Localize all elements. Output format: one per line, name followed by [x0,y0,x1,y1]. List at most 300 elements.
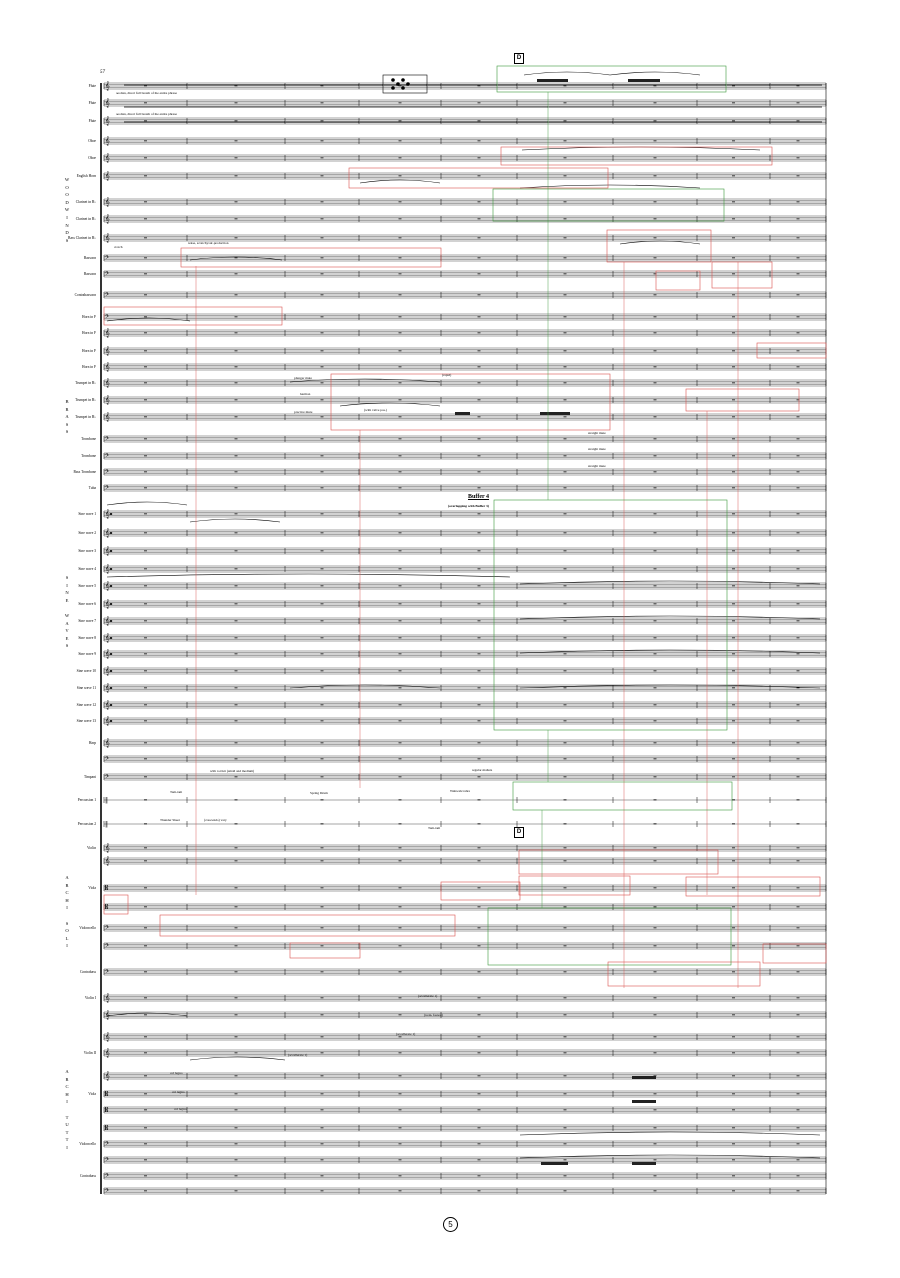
whole-rest [797,471,800,472]
whole-rest [564,399,567,400]
whole-rest [732,1190,735,1191]
clef: 𝄞 [105,346,110,356]
whole-rest [654,455,657,456]
whole-rest [478,273,481,274]
whole-rest [235,971,238,972]
instrument-label: Sine wave 4 [78,567,96,571]
instrument-label: Flute [88,119,96,123]
whole-rest [321,620,324,621]
whole-rest [478,585,481,586]
staff [104,797,826,804]
whole-rest [399,416,402,417]
whole-rest [654,382,657,383]
whole-rest [654,550,657,551]
instrument-label: Violin [87,846,96,850]
clef: 𝄢 [105,1157,109,1165]
whole-rest [399,687,402,688]
tie [620,241,700,244]
whole-rest [564,603,567,604]
whole-rest [654,720,657,721]
whole-rest [399,140,402,141]
whole-rest [564,382,567,383]
whole-rest [399,1036,402,1037]
whole-rest [732,487,735,488]
whole-rest [797,257,800,258]
instrument-label: Violin II [83,1051,96,1055]
whole-rest [654,350,657,351]
whole-rest [732,1109,735,1110]
whole-rest [144,860,147,861]
whole-rest [797,350,800,351]
whole-rest [399,1190,402,1191]
performance-annotation: col legno [174,1107,187,1111]
whole-rest [144,945,147,946]
whole-rest [732,273,735,274]
whole-rest [235,1052,238,1053]
performance-annotation: aeolian, direct full breath of the entire phrase [116,91,178,95]
whole-rest [144,487,147,488]
performance-annotation: col legno [172,1090,185,1094]
whole-rest [321,1143,324,1144]
highlight-box-red [712,262,772,288]
whole-rest [321,140,324,141]
whole-rest [797,758,800,759]
whole-rest [144,366,147,367]
tie [522,147,760,150]
instrument-label: Sine wave 13 [76,719,96,723]
whole-rest [399,720,402,721]
whole-rest [654,653,657,654]
staff [104,1032,826,1041]
staff [104,469,826,476]
clef: 𝄢 [105,1188,109,1196]
whole-rest [797,887,800,888]
whole-rest [654,1109,657,1110]
instrument-label: Harp [88,741,96,745]
staff [104,564,826,573]
staff [104,271,826,278]
instrument-label: Sine wave 11 [76,686,96,690]
instrument-label: Clarinet in B♭ [75,200,96,204]
whole-rest [654,316,657,317]
highlight-box-red [763,944,826,963]
instrument-label: Sine wave 7 [78,619,96,623]
whole-rest [144,550,147,551]
whole-rest [144,102,147,103]
whole-rest [399,455,402,456]
whole-rest [235,1143,238,1144]
tie [190,1057,285,1060]
whole-rest [564,860,567,861]
whole-rest [321,513,324,514]
whole-rest [235,603,238,604]
whole-rest [564,532,567,533]
instrument-label: Horn in F [82,315,96,319]
cluster-block [632,1162,656,1165]
instrument-label: Sine wave 1 [78,512,96,516]
whole-rest [478,532,481,533]
performance-annotation: Thunder Sheet [160,818,180,822]
whole-rest [478,670,481,671]
staff [104,509,826,518]
staff [104,633,826,642]
whole-rest [564,653,567,654]
whole-rest [732,350,735,351]
whole-rest [732,257,735,258]
whole-rest [797,273,800,274]
whole-rest [235,350,238,351]
staff [104,328,826,337]
whole-rest [732,906,735,907]
whole-rest [321,294,324,295]
performance-annotation: straight mute [588,447,606,451]
whole-rest [797,720,800,721]
whole-rest [478,653,481,654]
whole-rest [564,927,567,928]
whole-rest [732,175,735,176]
whole-rest [144,294,147,295]
whole-rest [732,120,735,121]
whole-rest [732,513,735,514]
notation-box [383,75,427,93]
highlight-box-red [104,307,282,325]
whole-rest [144,887,147,888]
whole-rest [654,471,657,472]
whole-rest [235,637,238,638]
whole-rest [797,532,800,533]
whole-rest [478,1014,481,1015]
clef: 𝄢 [105,943,109,951]
instrument-label: Oboe [88,156,96,160]
whole-rest [797,1190,800,1191]
whole-rest [321,927,324,928]
staff [104,197,826,206]
whole-rest [478,257,481,258]
whole-rest [321,1093,324,1094]
whole-rest [797,140,800,141]
whole-rest [321,704,324,705]
clef: 𝄞 [105,546,110,556]
instrument-label: Horn in F [82,365,96,369]
whole-rest [732,620,735,621]
whole-rest [321,201,324,202]
whole-rest [564,120,567,121]
whole-rest [399,927,402,928]
notehead [110,550,113,552]
whole-rest [235,1127,238,1128]
instrument-label: Flute [88,84,96,88]
whole-rest [732,1093,735,1094]
whole-rest [144,201,147,202]
notehead [110,637,113,639]
instrument-label: Trumpet in B♭ [75,381,96,385]
whole-rest [399,102,402,103]
whole-rest [654,603,657,604]
whole-rest [564,237,567,238]
whole-rest [235,332,238,333]
whole-rest [399,316,402,317]
whole-rest [144,1014,147,1015]
whole-rest [235,140,238,141]
whole-rest [399,332,402,333]
instrument-label: Contrabass [80,1174,96,1178]
whole-rest [732,1143,735,1144]
staff [104,436,826,443]
performance-annotation: (trem. fastest) [424,1013,443,1017]
instrument-label: Sine wave 10 [76,669,96,673]
whole-rest [144,568,147,569]
whole-rest [144,1036,147,1037]
staff [104,1048,826,1057]
whole-rest [235,257,238,258]
whole-rest [321,742,324,743]
whole-rest [321,860,324,861]
whole-rest [235,1014,238,1015]
whole-rest [797,382,800,383]
whole-rest [797,927,800,928]
tie [340,403,440,406]
clef: 𝄢 [105,774,109,782]
staff [104,599,826,608]
highlight-box-green [488,908,731,965]
highlight-box-green [513,782,732,810]
notehead [406,82,410,86]
whole-rest [399,670,402,671]
whole-rest [564,823,567,824]
whole-rest [235,620,238,621]
staff [104,136,826,145]
whole-rest [144,637,147,638]
whole-rest [732,776,735,777]
whole-rest [797,1075,800,1076]
whole-rest [654,120,657,121]
performance-annotation: straight mute [588,464,606,468]
whole-rest [144,1075,147,1076]
staff [104,1188,826,1195]
clef: 𝄞 [105,395,110,405]
whole-rest [399,906,402,907]
whole-rest [797,704,800,705]
whole-rest [321,1075,324,1076]
whole-rest [235,720,238,721]
whole-rest [144,997,147,998]
whole-rest [732,823,735,824]
whole-rest [144,1175,147,1176]
clef: 𝄞 [105,666,110,676]
whole-rest [654,175,657,176]
whole-rest [478,294,481,295]
whole-rest [564,366,567,367]
whole-rest [797,1127,800,1128]
whole-rest [654,1052,657,1053]
instrument-label: English Horn [76,174,96,178]
whole-rest [797,860,800,861]
whole-rest [478,201,481,202]
clef: 𝄢 [105,1173,109,1181]
whole-rest [732,687,735,688]
whole-rest [144,1143,147,1144]
whole-rest [564,687,567,688]
whole-rest [732,140,735,141]
whole-rest [399,157,402,158]
clef: 𝄞 [105,633,110,643]
staff [104,1157,826,1164]
whole-rest [564,1159,567,1160]
whole-rest [235,927,238,928]
staff [104,821,826,828]
whole-rest [399,218,402,219]
whole-rest [797,513,800,514]
whole-rest [732,366,735,367]
whole-rest [478,175,481,176]
clef: 𝄢 [105,1141,109,1149]
tie [520,185,700,188]
staff [104,81,826,90]
whole-rest [478,399,481,400]
staff [104,378,826,387]
whole-rest [797,568,800,569]
instrument-label: Violin I [84,996,96,1000]
whole-rest [797,550,800,551]
performance-annotation: practice mute [294,410,313,414]
whole-rest [797,847,800,848]
whole-rest [321,487,324,488]
whole-rest [564,1014,567,1015]
whole-rest [399,1159,402,1160]
whole-rest [732,568,735,569]
whole-rest [321,382,324,383]
staff [104,666,826,675]
whole-rest [797,455,800,456]
whole-rest [797,366,800,367]
whole-rest [235,1190,238,1191]
whole-rest [654,438,657,439]
clef: 𝄞 [105,233,110,243]
cluster-block [632,1100,656,1103]
performance-annotation: straight mute [588,431,606,435]
whole-rest [654,945,657,946]
staff [104,1010,826,1019]
whole-rest [732,758,735,759]
clef: 𝄡 [105,904,109,912]
clef: 𝄡 [105,885,109,893]
whole-rest [797,906,800,907]
whole-rest [399,603,402,604]
whole-rest [144,1190,147,1191]
whole-rest [654,823,657,824]
clef: 𝄢 [105,969,109,977]
cluster-block [537,79,568,82]
whole-rest [478,620,481,621]
whole-rest [654,201,657,202]
instrument-label: Contrabass [80,970,96,974]
whole-rest [732,157,735,158]
clef: 𝄢 [105,436,109,444]
whole-rest [732,1175,735,1176]
whole-rest [797,945,800,946]
whole-rest [654,971,657,972]
whole-rest [478,550,481,551]
whole-rest [235,382,238,383]
whole-rest [235,887,238,888]
whole-rest [478,140,481,141]
whole-rest [235,1036,238,1037]
whole-rest [564,906,567,907]
staff [104,395,826,404]
clef: 𝄞 [105,153,110,163]
whole-rest [478,971,481,972]
whole-rest [235,366,238,367]
whole-rest [654,1190,657,1191]
whole-rest [654,687,657,688]
whole-rest [399,1093,402,1094]
whole-rest [321,471,324,472]
staff [104,485,826,492]
instrument-label: Percussion 1 [77,798,96,802]
whole-rest [478,742,481,743]
whole-rest [144,585,147,586]
whole-rest [732,1075,735,1076]
whole-rest [654,157,657,158]
cluster-block [632,1076,656,1079]
whole-rest [564,1075,567,1076]
whole-rest [235,653,238,654]
whole-rest [478,799,481,800]
whole-rest [564,455,567,456]
whole-rest [144,175,147,176]
whole-rest [321,157,324,158]
whole-rest [654,332,657,333]
whole-rest [399,704,402,705]
notehead [110,568,113,570]
whole-rest [144,823,147,824]
whole-rest [564,257,567,258]
whole-rest [478,1109,481,1110]
whole-rest [321,687,324,688]
whole-rest [478,603,481,604]
whole-rest [478,102,481,103]
notehead [110,585,113,587]
notehead [391,86,395,90]
whole-rest [144,157,147,158]
whole-rest [235,157,238,158]
clef: 𝄢 [105,314,109,322]
whole-rest [399,1052,402,1053]
staff [104,943,826,950]
whole-rest [478,758,481,759]
whole-rest [399,637,402,638]
whole-rest [235,860,238,861]
whole-rest [144,332,147,333]
instrument-label: Viola [88,886,96,890]
whole-rest [654,887,657,888]
instrument-label: Sine wave 3 [78,549,96,553]
clef: 𝄞 [105,683,110,693]
whole-rest [654,670,657,671]
clef: ‖ [105,821,108,829]
whole-rest [144,1127,147,1128]
whole-rest [144,742,147,743]
staff [104,453,826,460]
staff [104,1071,826,1080]
whole-rest [654,140,657,141]
whole-rest [732,997,735,998]
whole-rest [478,455,481,456]
whole-rest [144,720,147,721]
whole-rest [797,102,800,103]
instrument-label: Horn in F [82,331,96,335]
staff [104,171,826,180]
